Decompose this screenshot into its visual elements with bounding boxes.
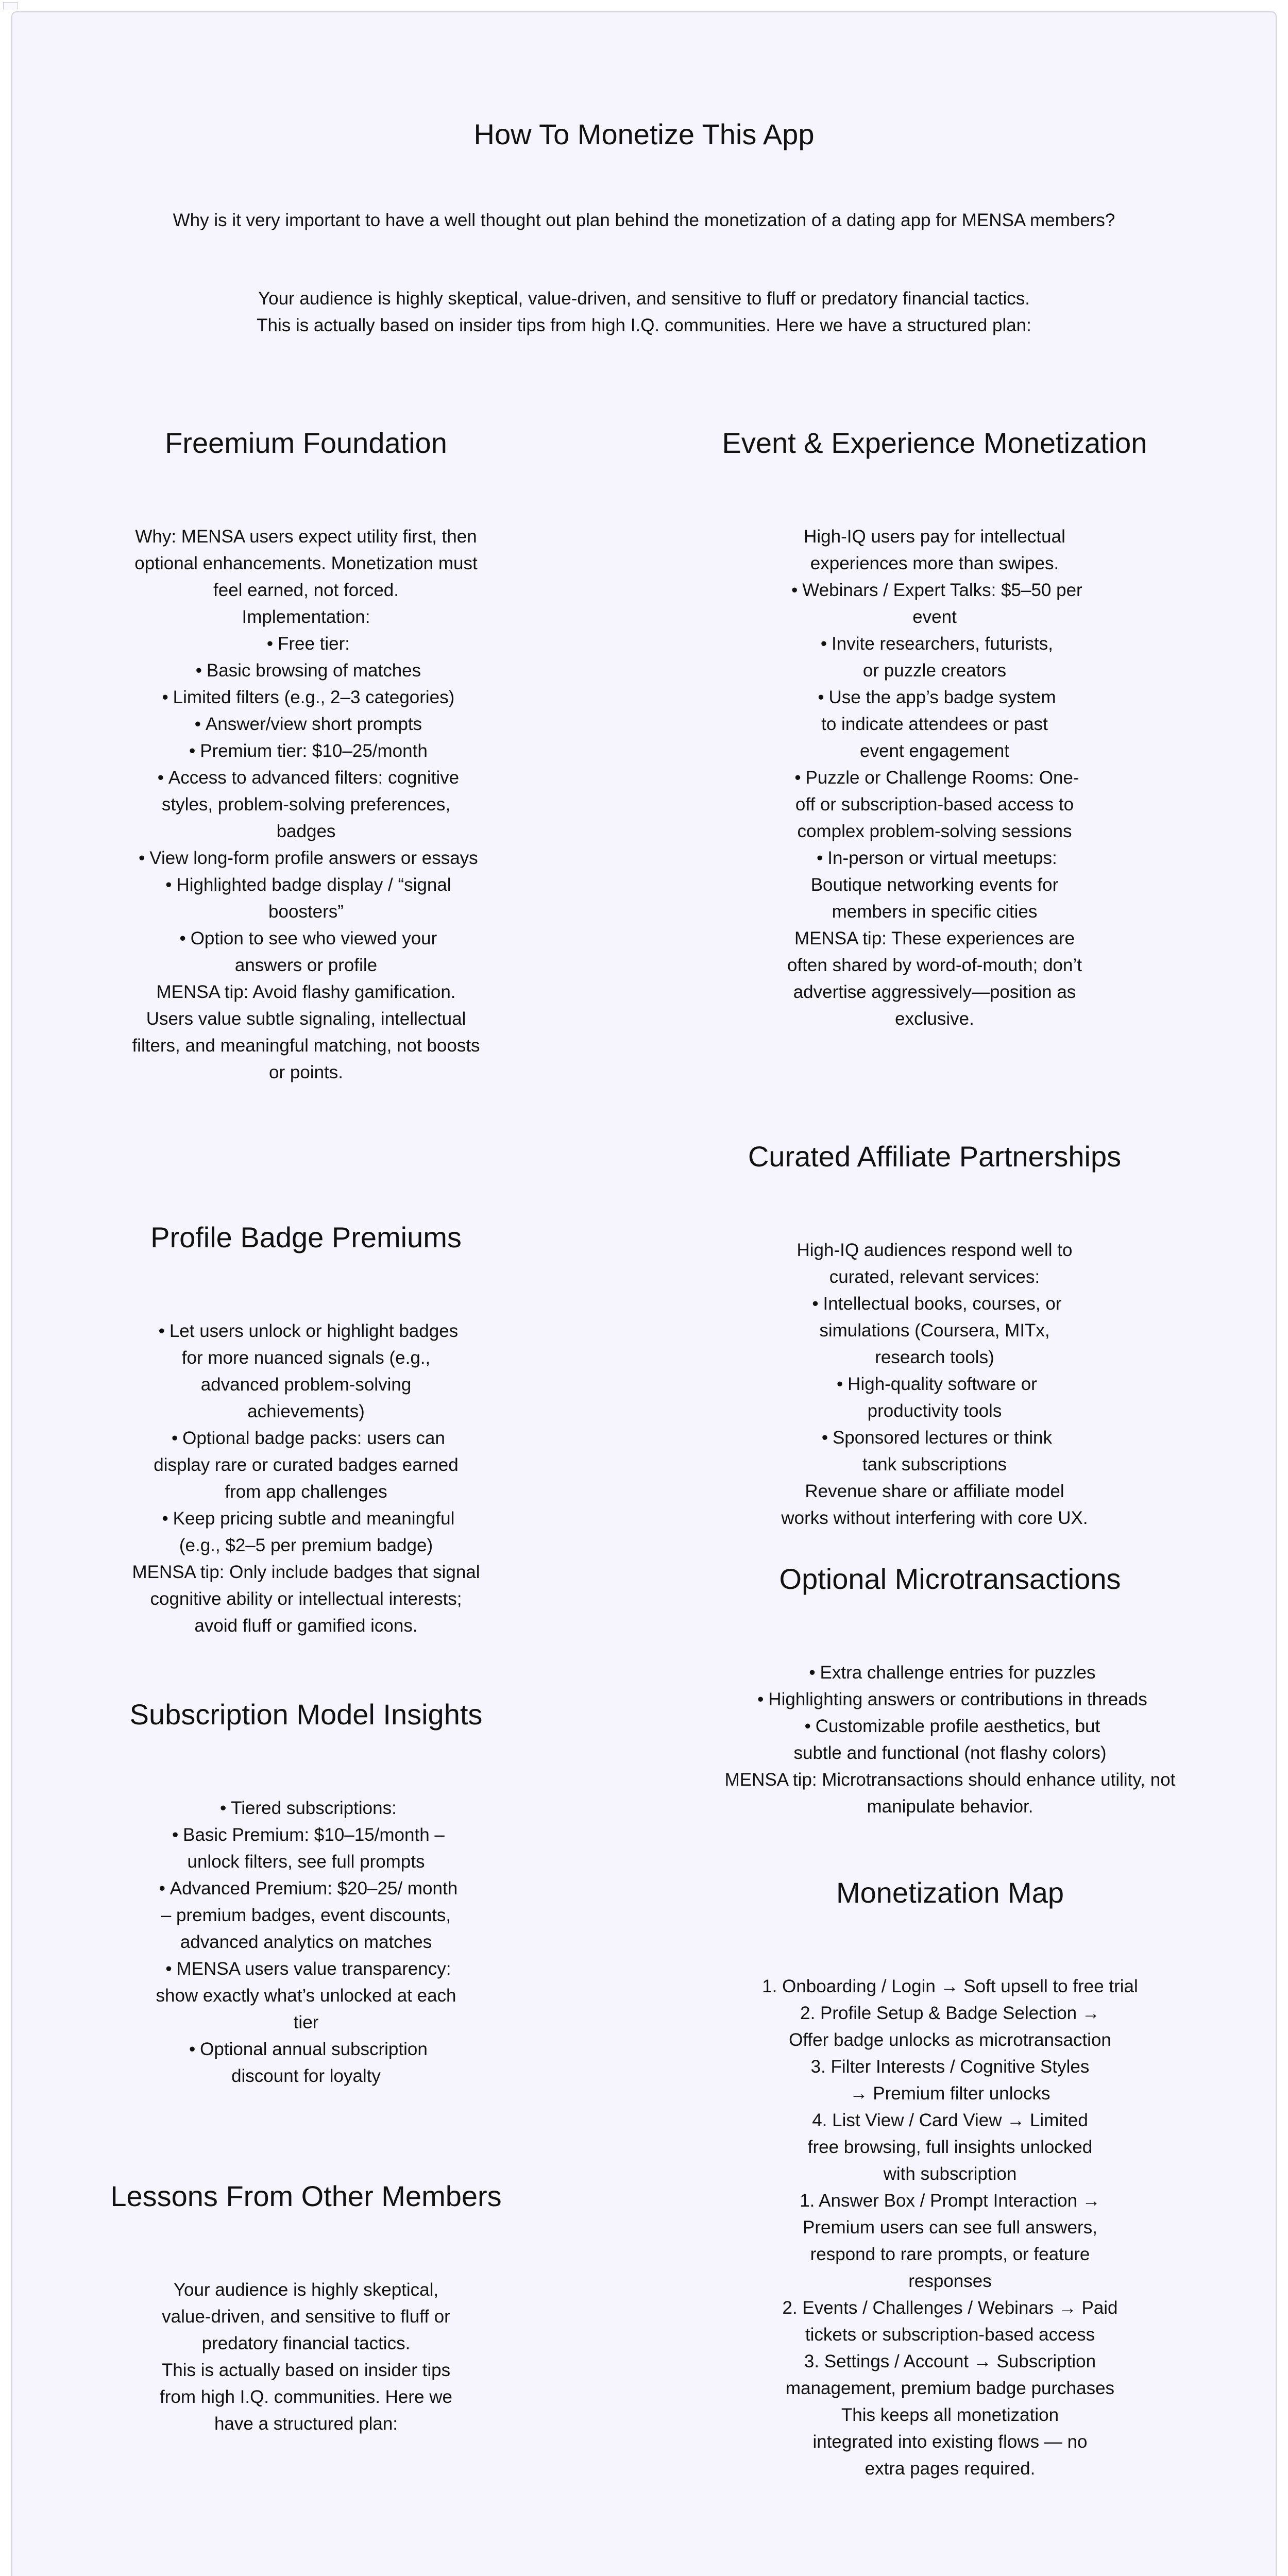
list-item: • Extra challenge entries for puzzles [698,1659,1202,1686]
numbered-list [718,1973,1182,2402]
section-body [131,1318,481,1639]
section-subscription-model-insights [105,1696,507,2090]
list-item: 1. Onboarding / Login → Soft upsell to free trial [762,1976,1138,1996]
page-intro [12,285,1276,339]
section-paragraph: Revenue share or affiliate model works without interfering with core UX. [781,1481,1088,1528]
section-lessons-from-members [100,2178,512,2437]
list-item: • Advanced Premium: $20–25/ month – premium badges, event discounts, advanced analytics on matches [131,1875,481,1956]
list-item: • MENSA users value transparency: show exactly what’s unlocked at each tier [131,1956,481,2036]
section-paragraph: This is actually based on insider tips from high I.Q. communities. Here we have a structured plan: [160,2360,452,2434]
list-item: 2. Profile Setup & Badge Selection → Offer badge unlocks as microtransaction [789,2003,1111,2050]
intro-line: This is actually based on insider tips from high I.Q. communities. Here we have a structured plan: [257,315,1031,335]
section-paragraph: High-IQ users pay for intellectual experiences more than swipes. [804,527,1065,573]
list-item: • Answer/view short prompts [131,711,481,738]
section-profile-badge-premiums [131,1219,481,1639]
section-body [131,523,481,1086]
bullet-list [780,1291,1089,1478]
list-item: • View long-form profile answers or essays [131,845,481,872]
list-item: • High-quality software or productivity tools [780,1371,1089,1425]
list-item: • Highlighted badge display / “signal boosters” [131,872,481,925]
section-paragraph: High-IQ audiences respond well to curated, relevant services: [796,1240,1073,1287]
section-body [713,523,1156,1032]
list-item: • Webinars / Expert Talks: $5–50 per event [785,577,1084,631]
bullet-list [785,577,1084,925]
list-item: 1. Answer Box / Prompt Interaction → Premium users can see full answers, respond to rare prompts, or feature responses [800,2191,1100,2291]
list-item: • Optional annual subscription discount for loyalty [131,2036,481,2090]
section-title: Monetization Map [836,1876,1064,1909]
list-item: • Keep pricing subtle and meaningful (e.g., $2–5 per premium badge) [131,1505,481,1559]
section-paragraph: This keeps all monetization integrated into existing flows — no extra pages required. [812,2405,1088,2479]
section-monetization-map [698,1874,1202,2482]
section-title: Curated Affiliate Partnerships [748,1140,1122,1173]
list-item: • Use the app’s badge system to indicate attendees or past event engagement [785,684,1084,765]
list-item: • Customizable profile aesthetics, but subtle and functional (not flashy colors) [698,1713,1202,1767]
section-paragraph: Implementation: [242,607,370,627]
section-freemium-foundation [131,425,481,1086]
list-item: • Limited filters (e.g., 2–3 categories) [131,684,481,711]
list-item: • In-person or virtual meetups: Boutique networking events for members in specific cities [785,845,1084,925]
section-curated-affiliate-partnerships [713,1138,1156,1532]
list-item: • Tiered subscriptions: [131,1795,481,1822]
mensa-tip: MENSA tip: These experiences are often shared by word-of-mouth; don’t advertise aggressively—position as exclusive. [787,928,1082,1029]
section-title: Subscription Model Insights [129,1698,483,1731]
bullet-list [131,631,481,979]
list-item: 3. Settings / Account → Subscription management, premium badge purchases [785,2351,1115,2398]
section-paragraph: Your audience is highly skeptical, value-driven, and sensitive to fluff or predatory financial tactics. [162,2280,450,2353]
list-item: • Highlighting answers or contributions in threads [698,1686,1202,1713]
list-item: • Optional badge packs: users can display rare or curated badges earned from app challenges [131,1425,481,1505]
list-item: • Sponsored lectures or think tank subscriptions [780,1425,1089,1478]
mensa-tip: MENSA tip: Microtransactions should enhance utility, not manipulate behavior. [724,1770,1176,1817]
bullet-list [131,1795,481,2090]
section-body [100,2277,512,2437]
page-title: How To Monetize This App [473,118,815,150]
list-item: 4. List View / Card View → Limited free browsing, full insights unlocked with subscription [807,2110,1093,2184]
list-item: • Invite researchers, futurists, or puzzle creators [785,631,1084,684]
list-item: • Basic Premium: $10–15/month – unlock filters, see full prompts [131,1822,481,1875]
page-question: Why is it very important to have a well thought out plan behind the monetization of a dating app for MENSA members? [173,210,1115,230]
list-item: 3. Filter Interests / Cognitive Styles → Premium filter unlocks [810,2057,1090,2104]
content-card [11,11,1277,2576]
section-title: Profile Badge Premiums [150,1221,462,1253]
section-body [105,1795,507,2090]
list-item: • Let users unlock or highlight badges for more nuanced signals (e.g., advanced problem-solving achievements) [131,1318,481,1425]
list-item: • Premium tier: $10–25/month [131,738,481,765]
section-title: Optional Microtransactions [779,1563,1121,1595]
bullet-list [131,1318,481,1559]
section-title: Lessons From Other Members [110,2180,502,2212]
window-corner-tag [3,2,18,9]
intro-line: Your audience is highly skeptical, value-driven, and sensitive to fluff or predatory financial tactics. [258,289,1030,309]
section-title: Freemium Foundation [165,427,447,459]
list-item: • Option to see who viewed your answers or profile [131,925,481,979]
section-title: Event & Experience Monetization [722,427,1147,459]
list-item: • Access to advanced filters: cognitive styles, problem-solving preferences, badges [131,765,481,845]
mensa-tip: MENSA tip: Only include badges that signal cognitive ability or intellectual interests; avoid fluff or gamified icons. [132,1562,480,1636]
section-paragraph: Why: MENSA users expect utility first, then optional enhancements. Monetization must feel earned, not forced. [134,527,478,600]
list-item: • Puzzle or Challenge Rooms: One-off or subscription-based access to complex problem-solving sessions [785,765,1084,845]
section-body [713,1237,1156,1532]
mensa-tip: MENSA tip: Avoid flashy gamification. Users value subtle signaling, intellectual filters, and meaningful matching, not boosts or points. [132,982,480,1082]
list-item: • Free tier: [131,631,481,657]
section-optional-microtransactions [698,1561,1202,1820]
section-event-experience-monetization [713,425,1156,1032]
section-body [698,1973,1202,2482]
section-body [698,1659,1202,1820]
list-item: • Basic browsing of matches [131,657,481,684]
list-item: • Intellectual books, courses, or simulations (Coursera, MITx, research tools) [780,1291,1089,1371]
bullet-list [698,1659,1202,1767]
list-item: 2. Events / Challenges / Webinars → Paid tickets or subscription-based access [782,2298,1118,2345]
